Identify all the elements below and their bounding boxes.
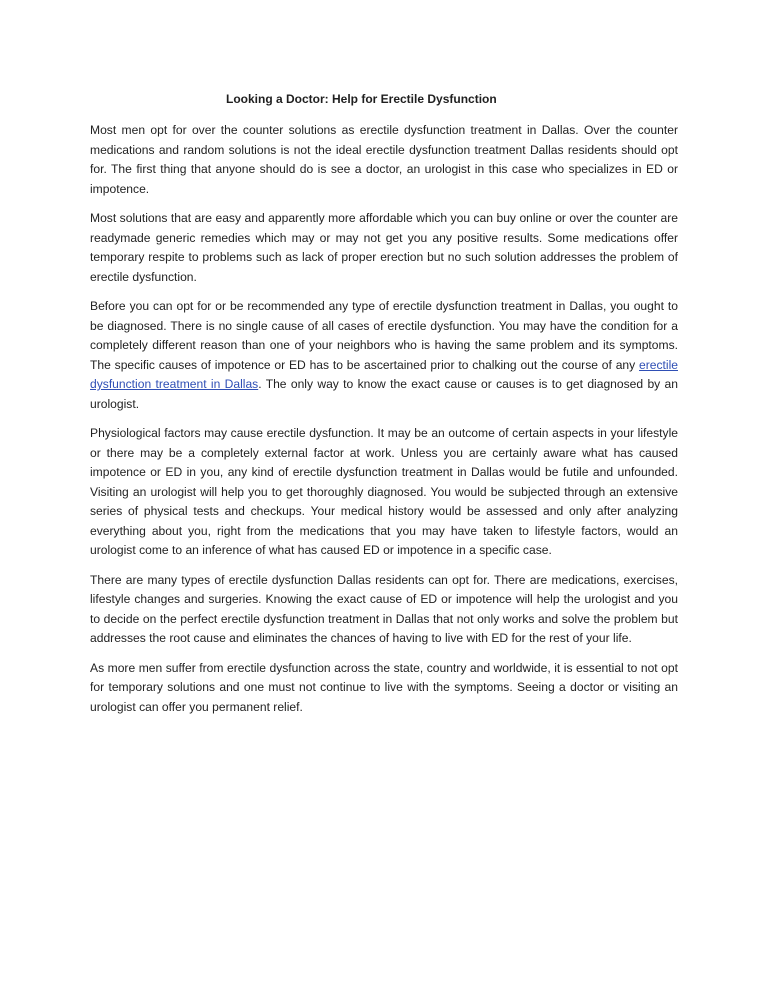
paragraph-2: Most solutions that are easy and apparently more affordable which you can buy online or over the counter are readymade generic remedies which may or may not get you any positive results. Some medications offer temporary respite to problems such as lack of proper erection but no such solution addresses the problem of erectile dysfunction. (90, 211, 678, 284)
document-body (90, 121, 678, 727)
paragraph-4: Physiological factors may cause erectile dysfunction. It may be an outcome of certain aspects in your lifestyle or there may be a completely external factor at work. Unless you are certainly aware what has caused impotence or ED in you, any kind of erectile dysfunction treatment in Dallas would be futile and unfounded. Visiting an urologist will help you to get thoroughly diagnosed. You would be subjected through an extensive series of physical tests and checkups. Your medical history would be assessed and only after analyzing everything about you, right from the medications that you may have taken to lifestyle factors, would an urologist come to an inference of what has caused ED or impotence in a specific case. (90, 426, 678, 557)
paragraph-3 (90, 297, 678, 414)
document-title: Looking a Doctor: Help for Erectile Dysfunction (226, 92, 497, 106)
paragraph-6: As more men suffer from erectile dysfunction across the state, country and worldwide, it is essential to not opt for temporary solutions and one must not continue to live with the symptoms. Seeing a doctor or visiting an urologist can offer you permanent relief. (90, 660, 678, 714)
paragraph-3-text-after: . The only way to know the exact cause or causes is to get diagnosed by an urologist. (90, 377, 678, 411)
paragraph-3-text-before: Before you can opt for or be recommended any type of erectile dysfunction treatment in Dallas, you ought to be diagnosed. There is no single cause of all cases of erectile dysfunction. You may have the condition for a completely different reason than one of your neighbors who is having the same problem and its symptoms. The specific causes of impotence or ED has to be ascertained prior to chalking out the course of any (90, 299, 678, 372)
paragraph-5: There are many types of erectile dysfunction Dallas residents can opt for. There are medications, exercises, lifestyle changes and surgeries. Knowing the exact cause of ED or impotence will help the urologist and you to decide on the perfect erectile dysfunction treatment in Dallas that not only works and solve the problem but addresses the root cause and eliminates the chances of having to live with ED for the rest of your life. (90, 572, 678, 645)
paragraph-1: Most men opt for over the counter solutions as erectile dysfunction treatment in Dallas. Over the counter medications and random solutions is not the ideal erectile dysfunction treatment Dallas residents should opt for. The first thing that anyone should do is see a doctor, an urologist in this case who specializes in ED or impotence. (90, 123, 678, 196)
erectile-dysfunction-treatment-link[interactable]: erectile dysfunction treatment in Dallas (90, 357, 678, 391)
